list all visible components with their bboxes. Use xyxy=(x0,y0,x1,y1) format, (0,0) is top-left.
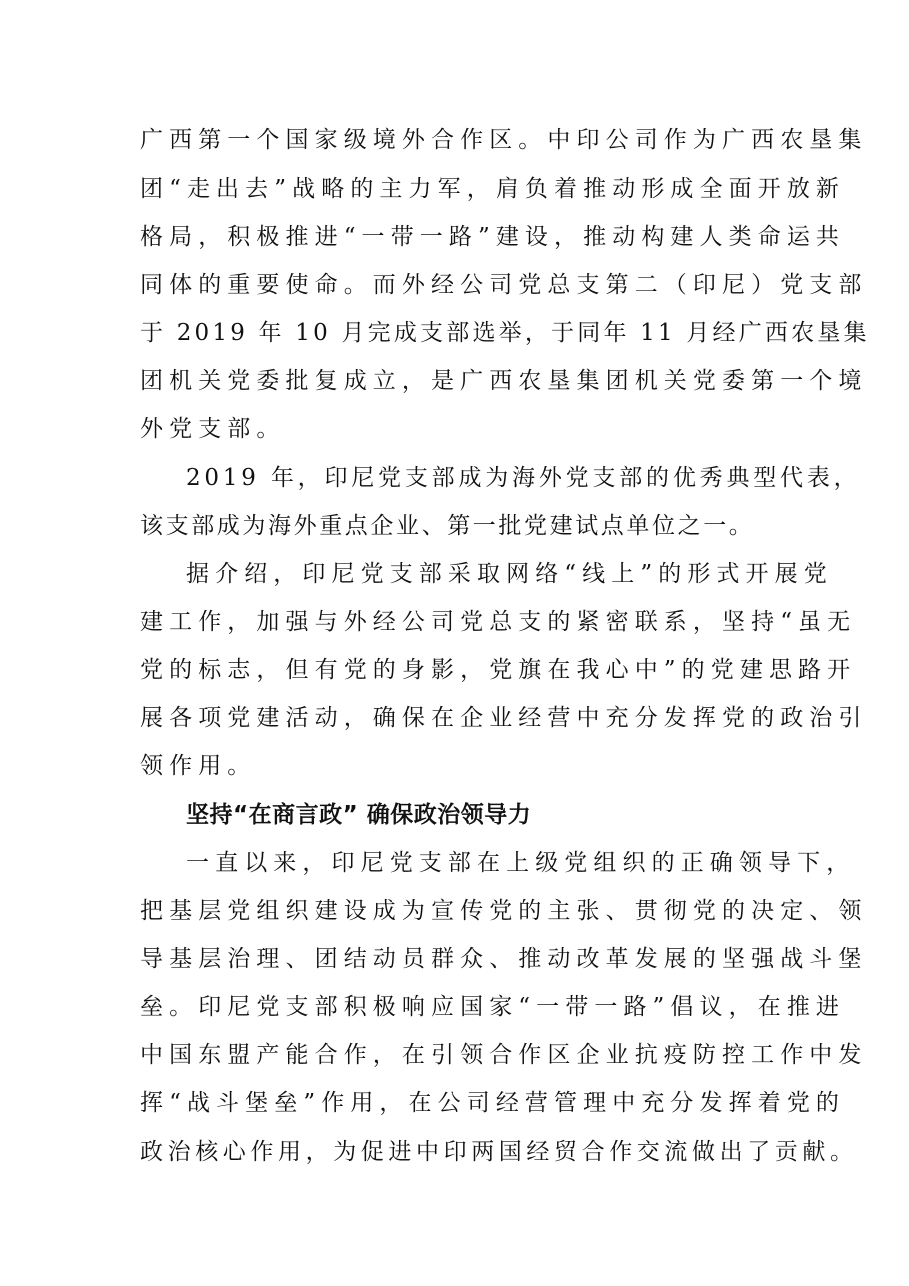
paragraph-3-line-1: 据介绍，印尼党支部采取网络“线上”的形式开展党 xyxy=(186,561,833,587)
paragraph-1-line-1: 广西第一个国家级境外合作区。中印公司作为广西农垦集 xyxy=(140,127,868,153)
paragraph-1-line-7: 外党支部。 xyxy=(140,416,286,442)
paragraph-2-line-1: 2019 年，印尼党支部成为海外党支部的优秀典型代表， xyxy=(186,465,861,491)
paragraph-3-line-4: 展各项党建活动，确保在企业经营中充分发挥党的政治引 xyxy=(140,705,868,731)
paragraph-4-line-7: 政治核心作用，为促进中印两国经贸合作交流做出了贡献。 xyxy=(140,1139,858,1165)
paragraph-2-line-2: 该支部成为海外重点企业、第一批党建试点单位之一。 xyxy=(140,513,755,539)
section-heading: 坚持“在商言政” 确保政治领导力 xyxy=(186,802,532,828)
paragraph-3-line-3: 党的标志，但有党的身影，党旗在我心中”的党建思路开 xyxy=(140,657,857,683)
paragraph-3-line-2: 建工作，加强与外经公司党总支的紧密联系，坚持“虽无 xyxy=(140,609,857,635)
paragraph-4-line-2: 把基层党组织建设成为宣传党的主张、贯彻党的决定、领 xyxy=(140,898,868,924)
paragraph-1-line-6: 团机关党委批复成立，是广西农垦集团机关党委第一个境 xyxy=(140,368,868,394)
paragraph-4-line-5: 中国东盟产能合作，在引领合作区企业抗疫防控工作中发 xyxy=(140,1042,868,1068)
paragraph-4-line-6: 挥“战斗堡垒”作用，在公司经营管理中充分发挥着党的 xyxy=(140,1090,846,1116)
paragraph-1-line-5: 于 2019 年 10 月完成支部选举，于同年 11 月经广西农垦集 xyxy=(140,320,870,346)
paragraph-4-line-4: 垒。印尼党支部积极响应国家“一带一路”倡议，在推进 xyxy=(140,994,846,1020)
paragraph-1-line-2: 团“走出去”战略的主力军，肩负着推动形成全面开放新 xyxy=(140,176,846,202)
paragraph-1-line-4: 同体的重要使命。而外经公司党总支第二（印尼）党支部 xyxy=(140,272,868,298)
paragraph-4-line-1: 一直以来，印尼党支部在上级党组织的正确领导下， xyxy=(186,850,856,876)
paragraph-1-line-3: 格局，积极推进“一带一路”建设，推动构建人类命运共 xyxy=(140,224,846,250)
paragraph-4-line-3: 导基层治理、团结动员群众、推动改革发展的坚强战斗堡 xyxy=(140,946,868,972)
paragraph-3-line-5: 领作用。 xyxy=(140,753,257,779)
